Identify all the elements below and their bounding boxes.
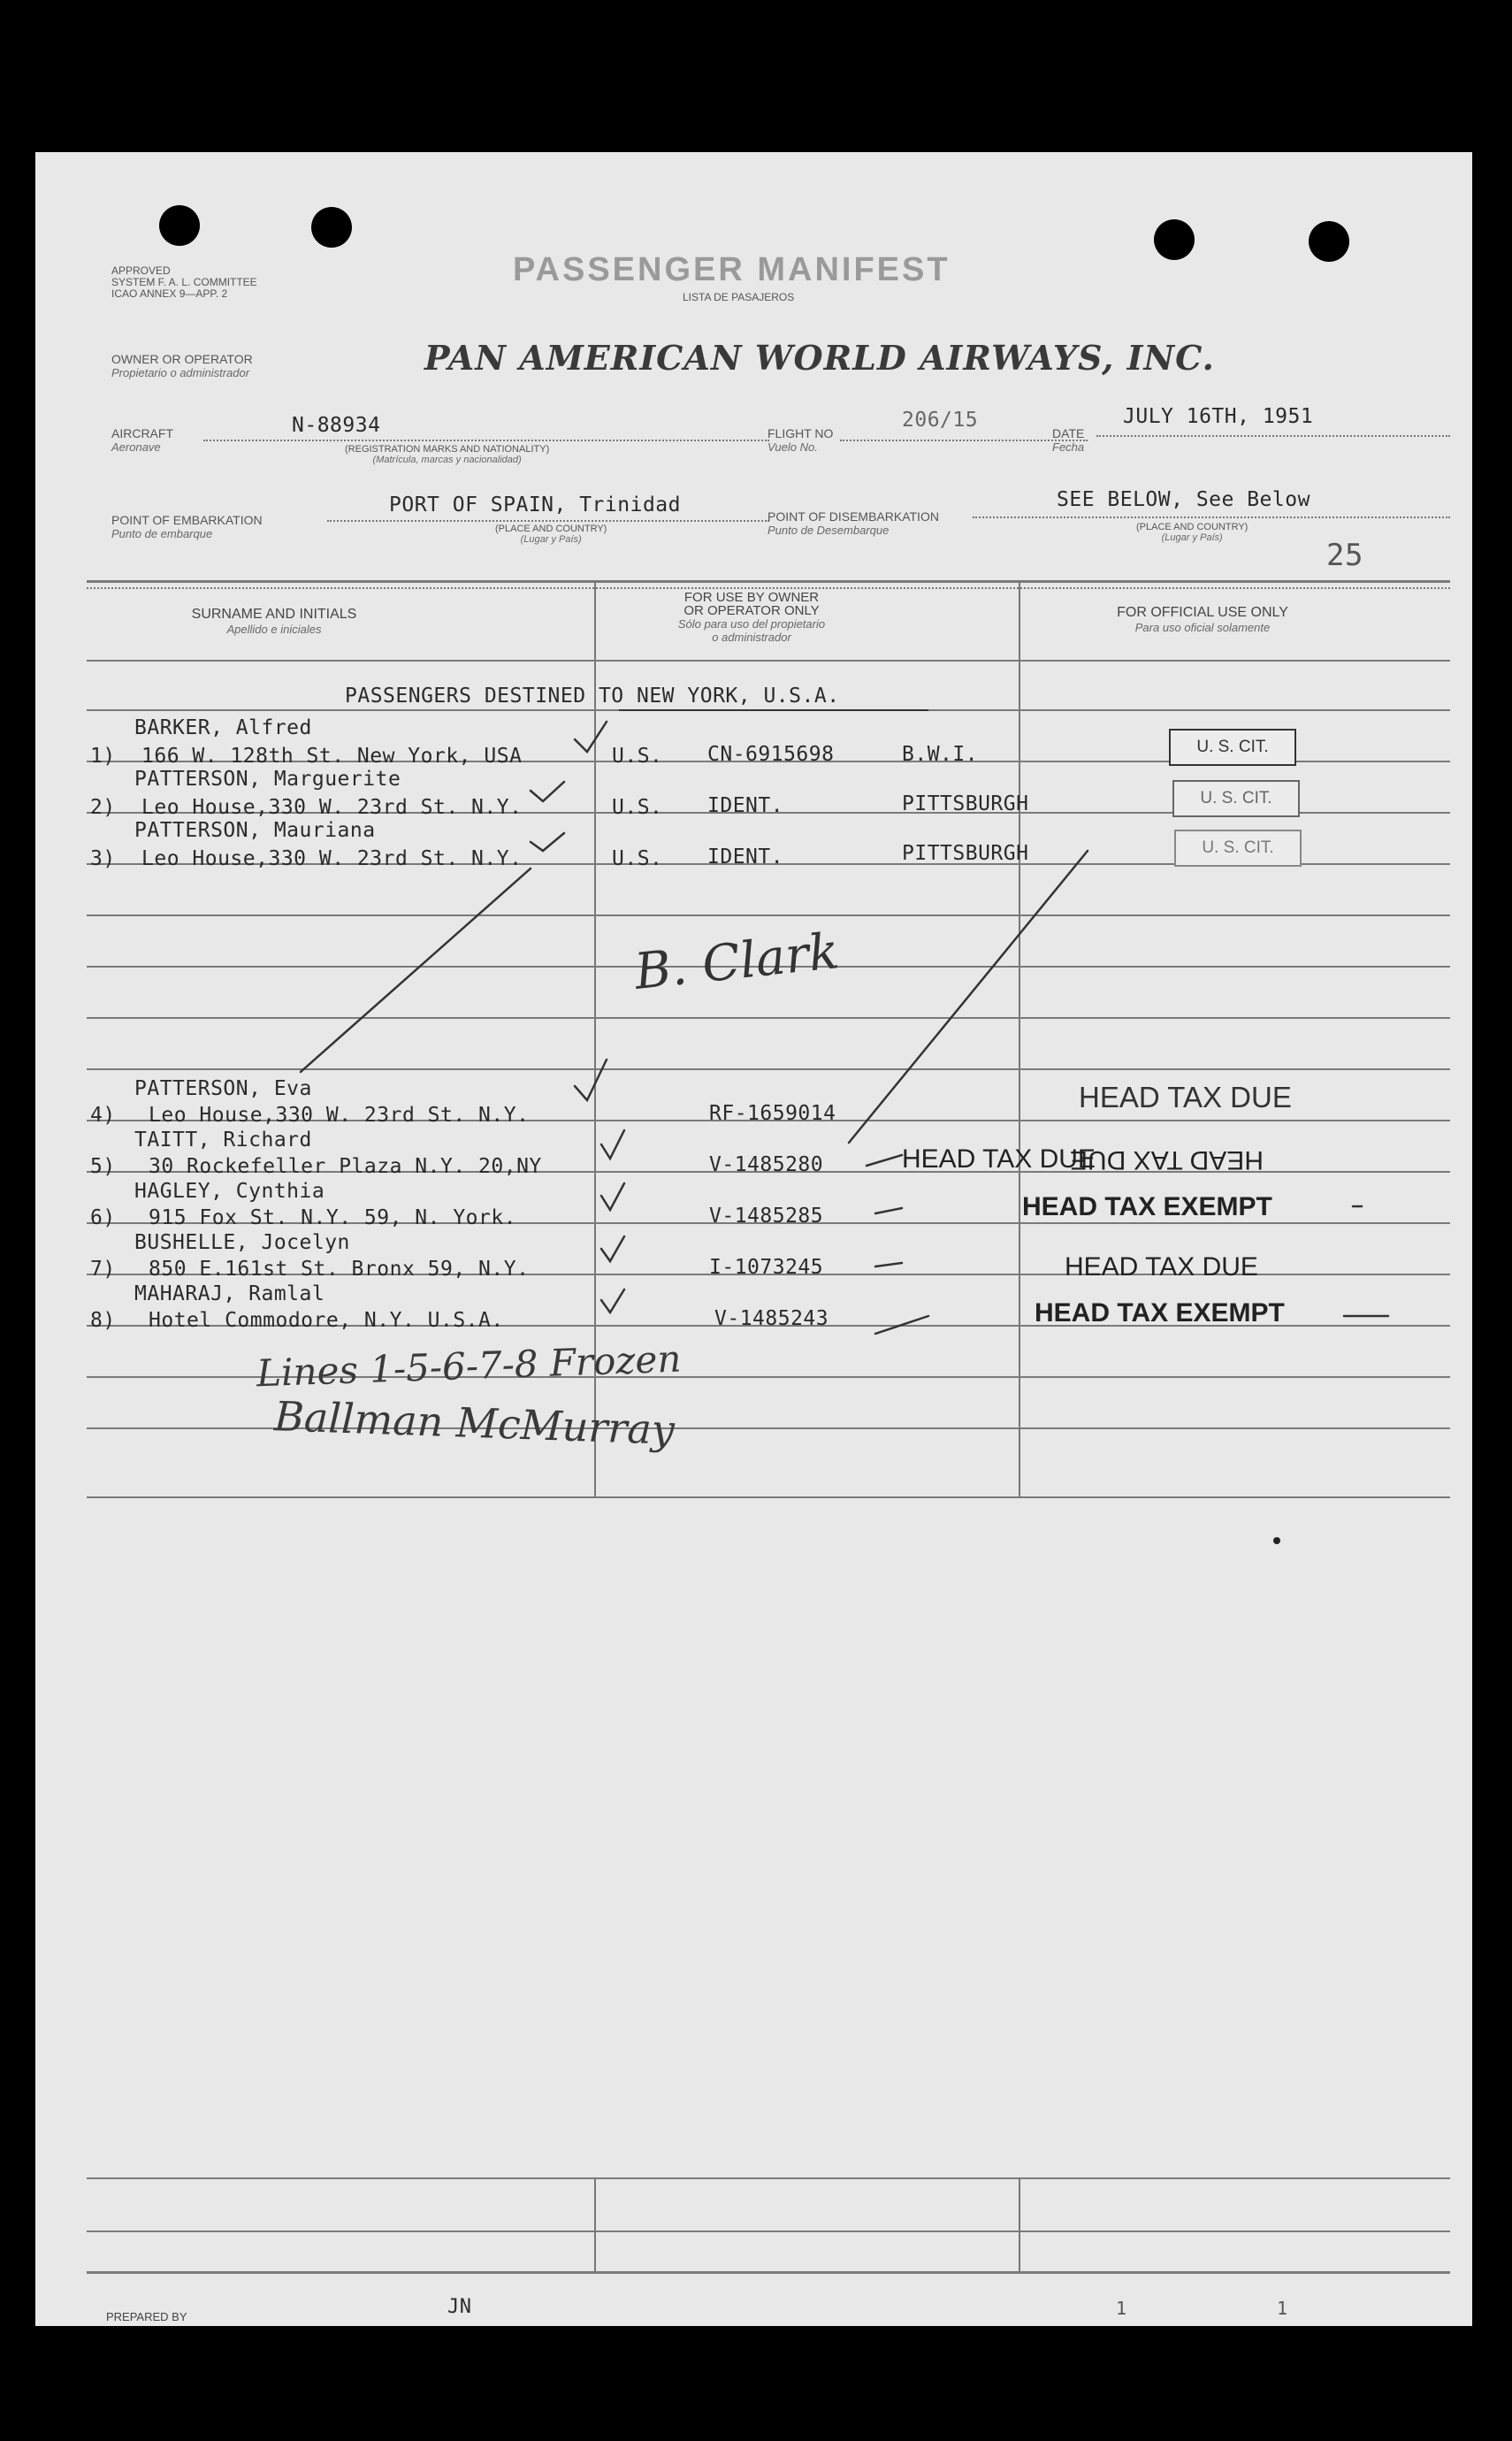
prepared-value: JN [447,2296,472,2318]
cross-out-line [849,851,1088,1143]
flight-value: 206/15 [902,409,979,432]
dash-mark [875,1316,928,1334]
disembark-label-en: POINT OF DISEMBARKATION [767,509,939,524]
page-number: 1 [1116,2298,1127,2319]
passenger-name: PATTERSON, Eva [134,1077,312,1100]
embark-label-es: Punto de embarque [111,527,213,540]
passenger-name: MAHARAJ, Ramlal [134,1282,325,1305]
manifest-sheet [35,152,1472,2326]
passenger-num: 6) [90,1206,116,1229]
embark-sub-en: (PLACE AND COUNTRY) [495,524,607,534]
checkmark-icon [531,833,564,851]
embark-sub-es: (Lugar y País) [520,534,582,545]
passenger-name: PATTERSON, Mauriana [134,819,376,842]
checkmark-icon [601,1236,624,1261]
passenger-doc: I-1073245 [709,1256,824,1279]
passenger-address: 30 Rockefeller Plaza N.Y. 20,NY [149,1155,542,1178]
passenger-address: Hotel Commodore, N.Y. U.S.A. [149,1309,504,1332]
passenger-doc: V-1485243 [714,1307,829,1330]
checkmark-icon [575,722,607,752]
signature-mid: B. Clark [631,922,842,1001]
disembark-label-es: Punto de Desembarque [767,524,890,537]
checkmark-icon [601,1289,624,1312]
passenger-doc: V-1485280 [709,1153,824,1176]
passenger-name: PATTERSON, Marguerite [134,768,401,791]
passenger-name: BARKER, Alfred [134,716,312,739]
embark-label-en: POINT OF EMBARKATION [111,513,263,527]
passenger-num: 4) [90,1104,116,1127]
aircraft-value: N-88934 [292,414,381,437]
col1-label: SURNAME AND INITIALS [191,607,357,622]
passenger-num: 8) [90,1309,116,1332]
passenger-address: 850 E.161st St. Bronx 59, N.Y. [149,1258,530,1281]
embark-value: PORT OF SPAIN, Trinidad [389,494,681,517]
page-count: 25 [1326,538,1363,573]
section-heading: PASSENGERS DESTINED TO NEW YORK, U.S.A. [345,685,840,708]
passenger-num: 1) [90,745,116,768]
aircraft-sub-es: (Matrícula, marcas y nacionalidad) [372,455,522,465]
handwritten-note: Lines 1-5-6-7-8 Frozen [256,1336,683,1396]
flight-label-es: Vuelo No. [767,440,818,454]
owner-label-en: OWNER OR OPERATOR [111,352,253,366]
disembark-sub-es: (Lugar y País) [1161,532,1223,543]
passenger-nationality: U.S. [612,847,663,870]
manifest-title: PASSENGER MANIFEST [513,251,951,288]
date-label-en: DATE [1052,426,1085,440]
head-tax-stamp: HEAD TAX DUE [1079,1081,1292,1113]
dash-mark [875,1263,902,1266]
passenger-doc: CN-6915698 [707,743,835,766]
passenger-address: Leo House,330 W. 23rd St. N.Y. [149,1104,530,1127]
col3-label-es: Para uso oficial solamente [1134,621,1271,634]
approval-line: SYSTEM F. A. L. COMMITTEE [111,276,257,288]
col2-label-es-line: Sólo para uso del propietario [677,617,826,631]
passenger-name: TAITT, Richard [134,1129,312,1152]
passenger-num: 7) [90,1258,116,1281]
passenger-nationality: U.S. [612,796,663,819]
checkmark-icon [531,782,564,801]
passenger-nationality: U.S. [612,745,663,768]
handwritten-signature: Ballman McMurray [273,1392,676,1454]
dash-mark [875,1208,902,1213]
passenger-address: Leo House,330 W. 23rd St. N.Y. [141,847,523,870]
cross-out-line [301,869,531,1072]
operator-name: PAN AMERICAN WORLD AIRWAYS, INC. [424,338,1215,378]
disembark-sub-en: (PLACE AND COUNTRY) [1136,522,1249,532]
page-of: 1 [1277,2298,1288,2319]
date-label-es: Fecha [1052,440,1085,454]
passenger-name: BUSHELLE, Jocelyn [134,1231,350,1254]
passenger-doc: RF-1659014 [709,1102,836,1125]
passenger-num: 3) [90,847,116,870]
approval-line: ICAO ANNEX 9—APP. 2 [111,287,228,300]
passenger-extra: PITTSBURGH [902,842,1029,865]
passenger-name: HAGLEY, Cynthia [134,1180,325,1203]
passenger-num: 5) [90,1155,116,1178]
checkmark-icon [601,1183,624,1210]
passenger-num: 2) [90,796,116,819]
head-tax-exempt-stamp: HEAD TAX EXEMPT [1022,1192,1272,1221]
head-tax-stamp: HEAD TAX DUE [902,1144,1096,1174]
passenger-address: 166 W. 128th St. New York, USA [141,745,523,768]
passenger-extra: PITTSBURGH [902,792,1029,815]
col2-label-line: FOR USE BY OWNER [683,590,820,605]
aircraft-label-es: Aeronave [111,440,161,454]
approval-line: APPROVED [111,264,171,277]
dash-mark [867,1155,902,1166]
us-cit-stamp: U. S. CIT. [1172,780,1300,817]
col1-label-es: Apellido e iniciales [226,623,322,636]
passenger-doc: IDENT. [707,794,784,817]
aircraft-label-en: AIRCRAFT [111,426,173,440]
head-tax-exempt-stamp: HEAD TAX EXEMPT [1035,1298,1285,1328]
passenger-address: Leo House,330 W. 23rd St. N.Y. [141,796,523,819]
col2-label-es-line: o administrador [712,631,791,644]
us-cit-stamp: U. S. CIT. [1174,830,1302,867]
prepared-label: PREPARED BY [106,2310,187,2323]
aircraft-sub-en: (REGISTRATION MARKS AND NATIONALITY) [345,444,550,455]
passenger-extra: B.W.I. [902,743,979,766]
date-value: JULY 16TH, 1951 [1123,405,1314,428]
checkmark-icon [575,1060,607,1100]
col3-label: FOR OFFICIAL USE ONLY [1117,605,1288,620]
head-tax-stamp: HEAD TAX DUE [1065,1252,1258,1282]
col2-label-line: OR OPERATOR ONLY [683,603,820,618]
manifest-title-es: LISTA DE PASAJEROS [683,291,795,303]
head-tax-stamp-mirrored: HEAD TAX DUE [1070,1145,1264,1175]
flight-label-en: FLIGHT NO [767,426,834,440]
us-cit-stamp: U. S. CIT. [1169,729,1296,766]
passenger-doc: V-1485285 [709,1205,824,1228]
passenger-address: 915 Fox St. N.Y. 59, N. York. [149,1206,517,1229]
disembark-value: SEE BELOW, See Below [1057,488,1310,511]
checkmark-icon [601,1130,624,1159]
owner-label-es: Propietario o administrador [111,366,250,379]
ink-dot [1273,1537,1280,1544]
passenger-doc: IDENT. [707,846,784,869]
